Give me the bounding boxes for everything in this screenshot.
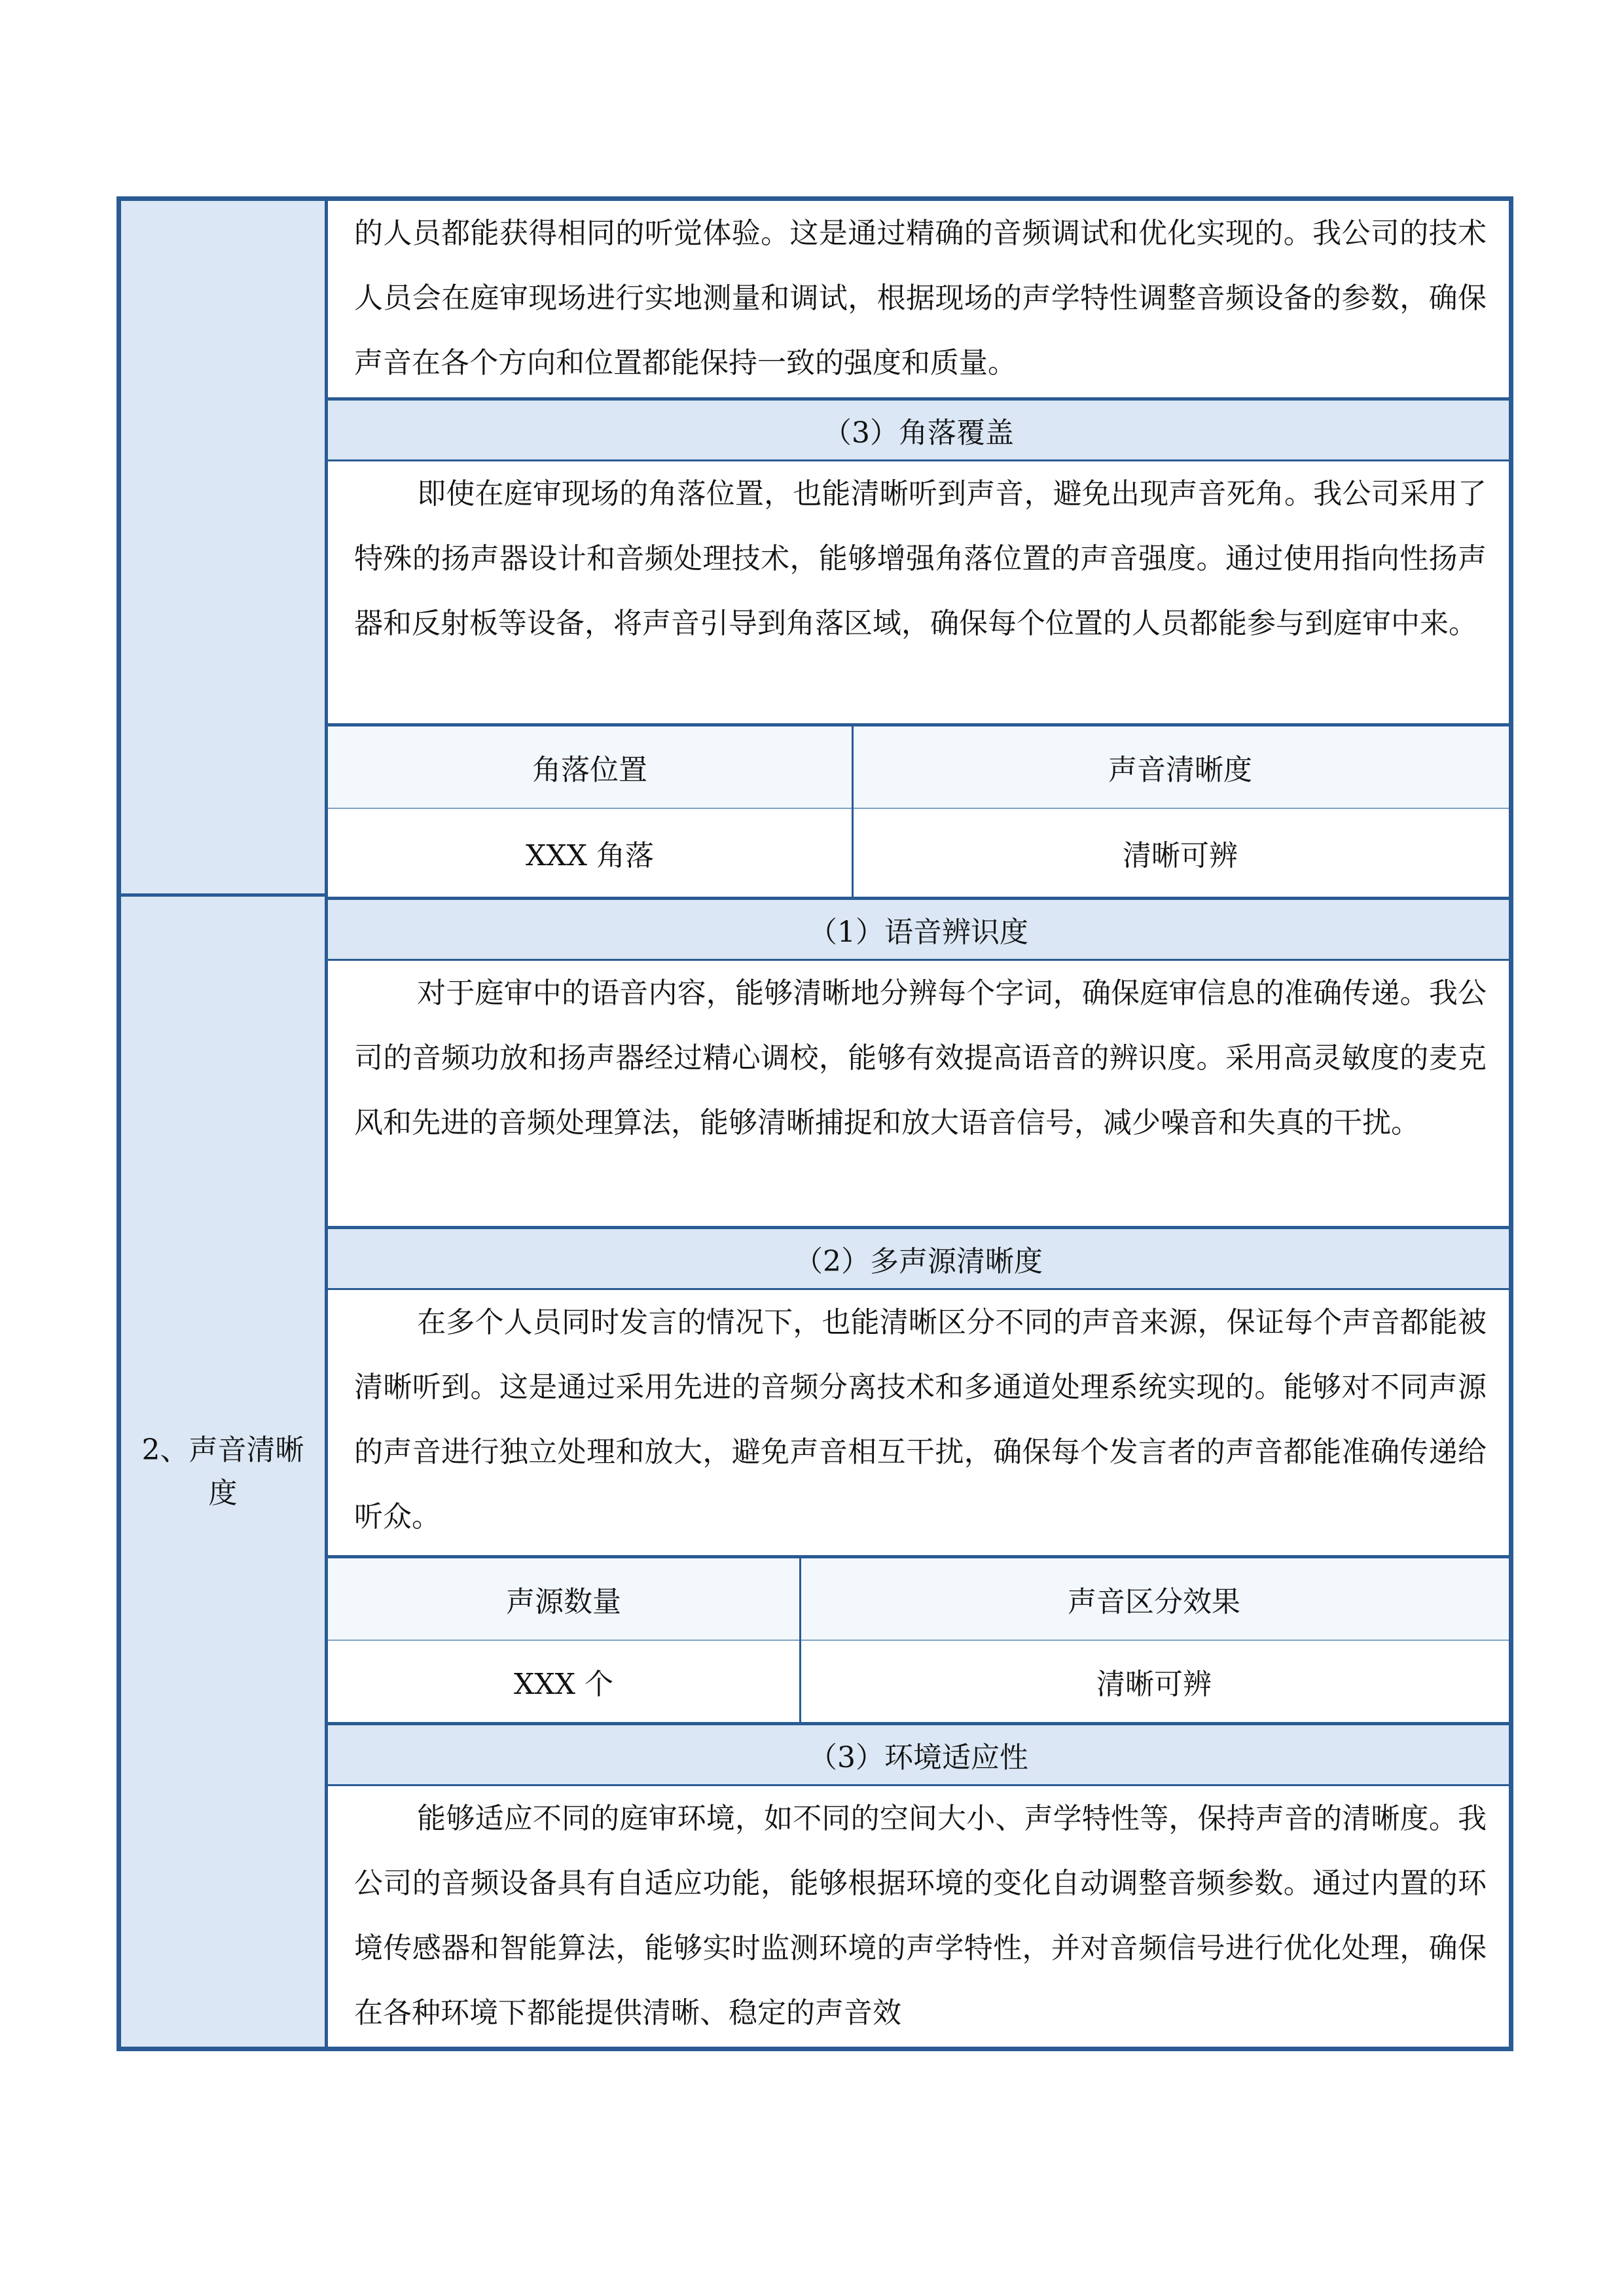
corner-table-header-position <box>328 726 852 808</box>
section-2-content <box>328 897 1509 2047</box>
section-2-label: 2、声音清晰度 <box>141 1433 304 1510</box>
continued-paragraph-text: 的人员都能获得相同的听觉体验。这是通过精确的音频调试和优化实现的。我公司的技术人员会在庭审现场进行实地测量和调试，根据现场的声学特性调整音频设备的参数，确保声音在各个方向和位置都能保持一致的强度和质量。 <box>354 217 1487 380</box>
source-table-header-effect <box>799 1558 1509 1640</box>
source-table-cell-effect <box>799 1641 1509 1722</box>
corner-coverage-heading-text: （3）角落覆盖 <box>823 416 1014 450</box>
source-table <box>328 1555 1509 1722</box>
cell-text: 清晰可辨 <box>1096 1668 1212 1701</box>
source-table-header-count <box>328 1558 799 1640</box>
environment-paragraph-text: 能够适应不同的庭审环境，如不同的空间大小、声学特性等，保持声音的清晰度。我公司的音频设备具有自适应功能，能够根据环境的变化自动调整音频参数。通过内置的环境传感器和智能算法，能够实时监测环境的声学特性，并对音频信号进行优化处理，确保在各种环境下都能提供清晰、稳定的声音效 <box>354 1802 1487 2030</box>
corner-coverage-heading <box>328 397 1509 461</box>
section-1-content <box>328 201 1509 897</box>
corner-table-cell-clarity <box>852 809 1509 897</box>
corner-table-cell-position <box>328 809 852 897</box>
continued-paragraph <box>328 201 1509 397</box>
speech-paragraph-text: 对于庭审中的语音内容，能够清晰地分辨每个字词，确保庭审信息的准确传递。我公司的音频功放和扬声器经过精心调校，能够有效提高语音的辨识度。采用高灵敏度的麦克风和先进的音频处理算法，能够清晰捕捉和放大语音信号，减少噪音和失真的干扰。 <box>354 977 1487 1139</box>
speech-intelligibility-heading <box>328 897 1509 961</box>
header-text: 声音清晰度 <box>1108 753 1252 787</box>
source-table-cell-count <box>328 1641 799 1722</box>
multi-source-paragraph-text: 在多个人员同时发言的情况下，也能清晰区分不同的声音来源，保证每个声音都能被清晰听到。这是通过采用先进的音频分离技术和多通道处理系统实现的。能够对不同声源的声音进行独立处理和放大，避免声音相互干扰，确保每个发言者的声音都能准确传递给听众。 <box>354 1306 1487 1534</box>
cell-text: XXX 个 <box>514 1668 613 1701</box>
corner-coverage-paragraph-text: 即使在庭审现场的角落位置，也能清晰听到声音，避免出现声音死角。我公司采用了特殊的扬声器设计和音频处理技术，能够增强角落位置的声音强度。通过使用指向性扬声器和反射板等设备，将声音引导到角落区域，确保每个位置的人员都能参与到庭审中来。 <box>354 477 1487 640</box>
multi-source-heading-text: （2）多声源清晰度 <box>794 1245 1043 1278</box>
header-text: 声音区分效果 <box>1068 1585 1240 1619</box>
environment-heading-text: （3）环境适应性 <box>808 1741 1028 1774</box>
section-1-label-cell <box>121 201 328 897</box>
multi-source-paragraph <box>328 1290 1509 1555</box>
speech-heading-text: （1）语音辨识度 <box>808 916 1028 949</box>
corner-coverage-paragraph <box>328 461 1509 723</box>
speech-intelligibility-paragraph <box>328 961 1509 1226</box>
corner-table <box>328 723 1509 897</box>
header-text: 声源数量 <box>506 1585 621 1619</box>
cell-text: XXX 角落 <box>526 839 654 872</box>
section-2-label-cell <box>121 897 328 2047</box>
environment-adaptability-heading <box>328 1722 1509 1786</box>
multi-source-heading <box>328 1226 1509 1290</box>
header-text: 角落位置 <box>532 753 647 787</box>
cell-text: 清晰可辨 <box>1123 839 1238 872</box>
environment-adaptability-paragraph <box>328 1786 1509 2047</box>
corner-table-header-clarity <box>852 726 1509 808</box>
content-table <box>117 196 1513 2051</box>
